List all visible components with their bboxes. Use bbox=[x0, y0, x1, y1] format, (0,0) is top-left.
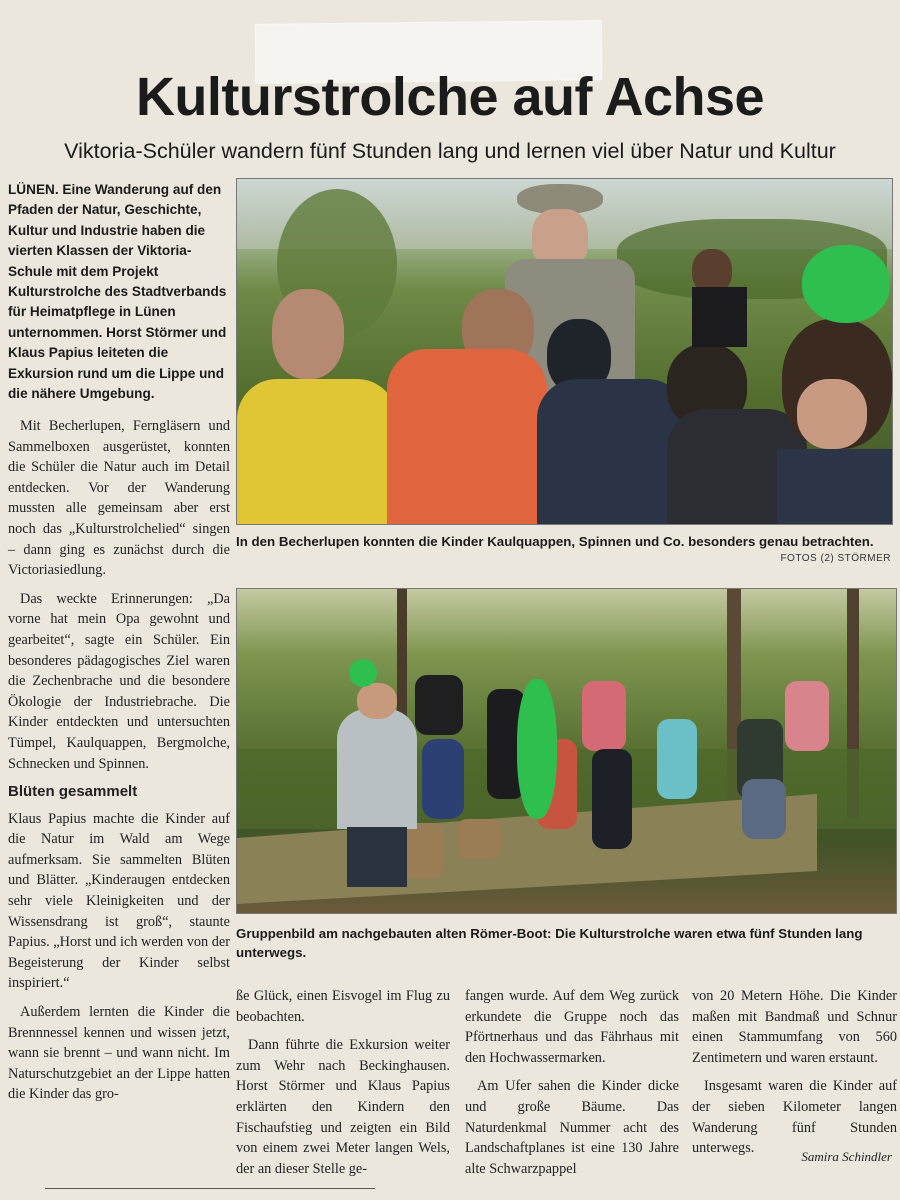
lead-paragraph: LÜNEN. Eine Wanderung auf den Pfaden der Natur, Geschichte, Kultur und Industrie haben die vierten Klassen der Viktoria-Schule mit dem Projekt Kulturstrolche des Stadtverbands für Heimatpflege in Lünen unternommen. Horst Störmer und Klaus Papius leiteten die Exkursion rund um die Lippe und die nähere Umgebung. bbox=[8, 182, 227, 402]
article-column-2 bbox=[236, 986, 450, 1187]
photo-credit: FOTOS (2) STÖRMER bbox=[780, 553, 891, 564]
subheadline: Viktoria-Schüler wandern fünf Stunden lang und lernen viel über Natur und Kultur bbox=[64, 139, 836, 163]
body-paragraph: Mit Becherlupen, Ferngläsern und Sammelboxen ausgerüstet, konnten die Schüler die Natur auch im Detail entdecken. Vor der Wanderung mussten alle gemeinsam aber erst noch das „Kulturstrolchelied“ singen – dann ging es zunächst durch die Victoriasiedlung. bbox=[8, 418, 230, 579]
body-paragraph: fangen wurde. Auf dem Weg zurück erkundete die Gruppe noch das Pförtnerhaus und das Fährhaus mit den Hochwassermarken. bbox=[465, 988, 679, 1066]
article-column-1 bbox=[8, 416, 230, 1113]
body-paragraph: ße Glück, einen Eisvogel im Flug zu beobachten. bbox=[236, 988, 450, 1025]
photo2-caption: Gruppenbild am nachgebauten alten Römer-Boot: Die Kulturstrolche waren etwa fünf Stunden lang unterwegs. bbox=[236, 926, 863, 960]
body-paragraph: Insgesamt waren die Kinder auf der sieben Kilometer langen Wanderung fünf Stunden unterwegs. bbox=[692, 1078, 897, 1157]
photo-group-at-roman-boat bbox=[236, 588, 897, 914]
body-paragraph: von 20 Metern Höhe. Die Kinder maßen mit Bandmaß und Schnur einen Stammumfang von 560 Zentimetern und waren erstaunt. bbox=[692, 988, 897, 1066]
section-subheading: Blüten gesammelt bbox=[8, 783, 138, 801]
column-rule bbox=[45, 1188, 375, 1189]
article-column-4 bbox=[692, 986, 897, 1167]
body-paragraph: Dann führte die Exkursion weiter zum Wehr nach Beckinghausen. Horst Störmer und Klaus Papius erklärten den Kindern den Fischaufstieg und zeigten ein Bild von einem zwei Meter langen Wels, der an dieser Stelle ge- bbox=[236, 1037, 450, 1177]
photo-children-with-magnifying-cups bbox=[236, 178, 893, 525]
body-paragraph: Außerdem lernten die Kinder die Brennnessel kennen und wissen jetzt, wann sie brennt – und wann nicht. Im Naturschutzgebiet an der Lippe hatten die Kinder das gro- bbox=[8, 1004, 230, 1103]
headline: Kulturstrolche auf Achse bbox=[135, 67, 765, 127]
photo1-caption: In den Becherlupen konnten die Kinder Kaulquappen, Spinnen und Co. besonders genau betrachten. bbox=[236, 534, 874, 549]
body-paragraph: Das weckte Erinnerungen: „Da vorne hat mein Opa gewohnt und gearbeitet“, sagte ein Schüler. Ein besonderes pädagogisches Ziel waren die Zechenbrache und die besondere Ökologie der Industriebrache. Die Kinder entdeckten und untersuchten Tümpel, Kaulquappen, Bergmolche, Schnecken und Spinnen. bbox=[8, 590, 230, 772]
body-paragraph: Klaus Papius machte die Kinder auf die Natur im Wald am Wege aufmerksam. Sie sammelten Blüten und Blätter. „Kinderaugen entdecken sehr viele Kleinigkeiten und der Wissensdrang ist groß“, staunte Papius. „Horst und ich werden von der Begeisterung der Kinder selbst inspiriert.“ bbox=[8, 810, 230, 992]
author-byline: Samira Schindler bbox=[801, 1149, 892, 1164]
body-paragraph: Am Ufer sahen die Kinder dicke und große Bäume. Das Naturdenkmal Nummer acht des Landschaftplanes ist eine 130 Jahre alte Schwarzpappel bbox=[465, 1078, 679, 1177]
article-column-3 bbox=[465, 986, 679, 1187]
